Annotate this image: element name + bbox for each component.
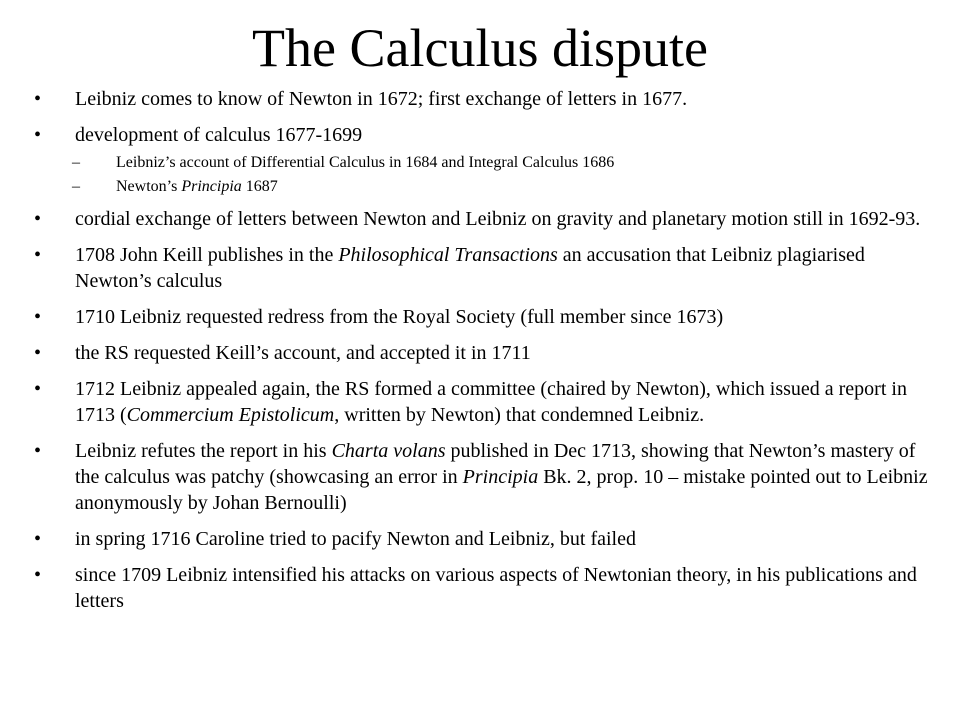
bullet-text: 1712 Leibniz appealed again, the RS formed a committee (chaired by Newton), which issued a report in 1713 ( (75, 378, 907, 426)
bullet-icon: • (34, 440, 42, 462)
book-title-charta-volans: Charta volans (331, 440, 446, 462)
bullet-item (0, 86, 960, 112)
bullet-icon: • (34, 124, 42, 146)
bullet-icon: • (34, 528, 42, 550)
bullet-item (0, 122, 960, 198)
bullet-text: 1710 Leibniz requested redress from the Royal Society (full member since 1673) (75, 306, 724, 328)
sub-bullet-item (72, 176, 932, 198)
bullet-text: , written by Newton) that condemned Leibniz. (334, 404, 705, 426)
book-title-principia: Principia (462, 466, 539, 488)
sub-bullet-text: Newton’s (116, 178, 182, 195)
bullet-list (0, 86, 960, 624)
dash-icon: – (72, 178, 80, 195)
bullet-item (0, 206, 960, 232)
slide-title: The Calculus dispute (252, 18, 708, 78)
dash-icon: – (72, 154, 80, 171)
bullet-item (0, 438, 960, 516)
bullet-icon: • (34, 244, 42, 266)
book-title-commercium: Commercium Epistolicum (126, 404, 335, 426)
bullet-text: development of calculus 1677-1699 (75, 124, 363, 146)
bullet-text: in spring 1716 Caroline tried to pacify Newton and Leibniz, but failed (75, 528, 636, 550)
bullet-icon: • (34, 88, 42, 110)
bullet-item (0, 340, 960, 366)
bullet-text: 1708 John Keill publishes in the (75, 244, 339, 266)
bullet-icon: • (34, 306, 42, 328)
bullet-text: Bk. 2, prop. 10 – mistake pointed out to Leibniz anonymously by Johan Bernoulli) (75, 466, 928, 514)
sub-bullet-text: 1687 (241, 178, 278, 195)
bullet-text: Leibniz refutes the report in his (75, 440, 332, 462)
bullet-icon: • (34, 208, 42, 230)
bullet-text: since 1709 Leibniz intensified his attacks on various aspects of Newtonian theory, in his publications and letters (75, 564, 917, 612)
bullet-text: cordial exchange of letters between Newton and Leibniz on gravity and planetary motion still in 1692-93. (75, 208, 921, 230)
bullet-item (0, 376, 960, 428)
sub-bullet-item (72, 152, 932, 174)
book-title-principia: Principia (181, 178, 242, 195)
journal-title: Philosophical Transactions (338, 244, 558, 266)
bullet-text: Leibniz comes to know of Newton in 1672; first exchange of letters in 1677. (75, 88, 688, 110)
bullet-item (0, 562, 960, 614)
bullet-icon: • (34, 342, 42, 364)
bullet-item (0, 526, 960, 552)
sub-bullet-text: Leibniz’s account of Differential Calculus in 1684 and Integral Calculus 1686 (116, 154, 615, 171)
sub-bullet-list (72, 152, 932, 198)
bullet-text: published in Dec 1713, showing that Newton’s mastery of the calculus was patchy (showcasing an error in (75, 440, 916, 488)
bullet-icon: • (34, 564, 42, 586)
bullet-item (0, 242, 960, 294)
bullet-icon: • (34, 378, 42, 400)
bullet-item (0, 304, 960, 330)
bullet-text: the RS requested Keill’s account, and accepted it in 1711 (75, 342, 531, 364)
bullet-text: an accusation that Leibniz plagiarised Newton’s calculus (75, 244, 865, 292)
